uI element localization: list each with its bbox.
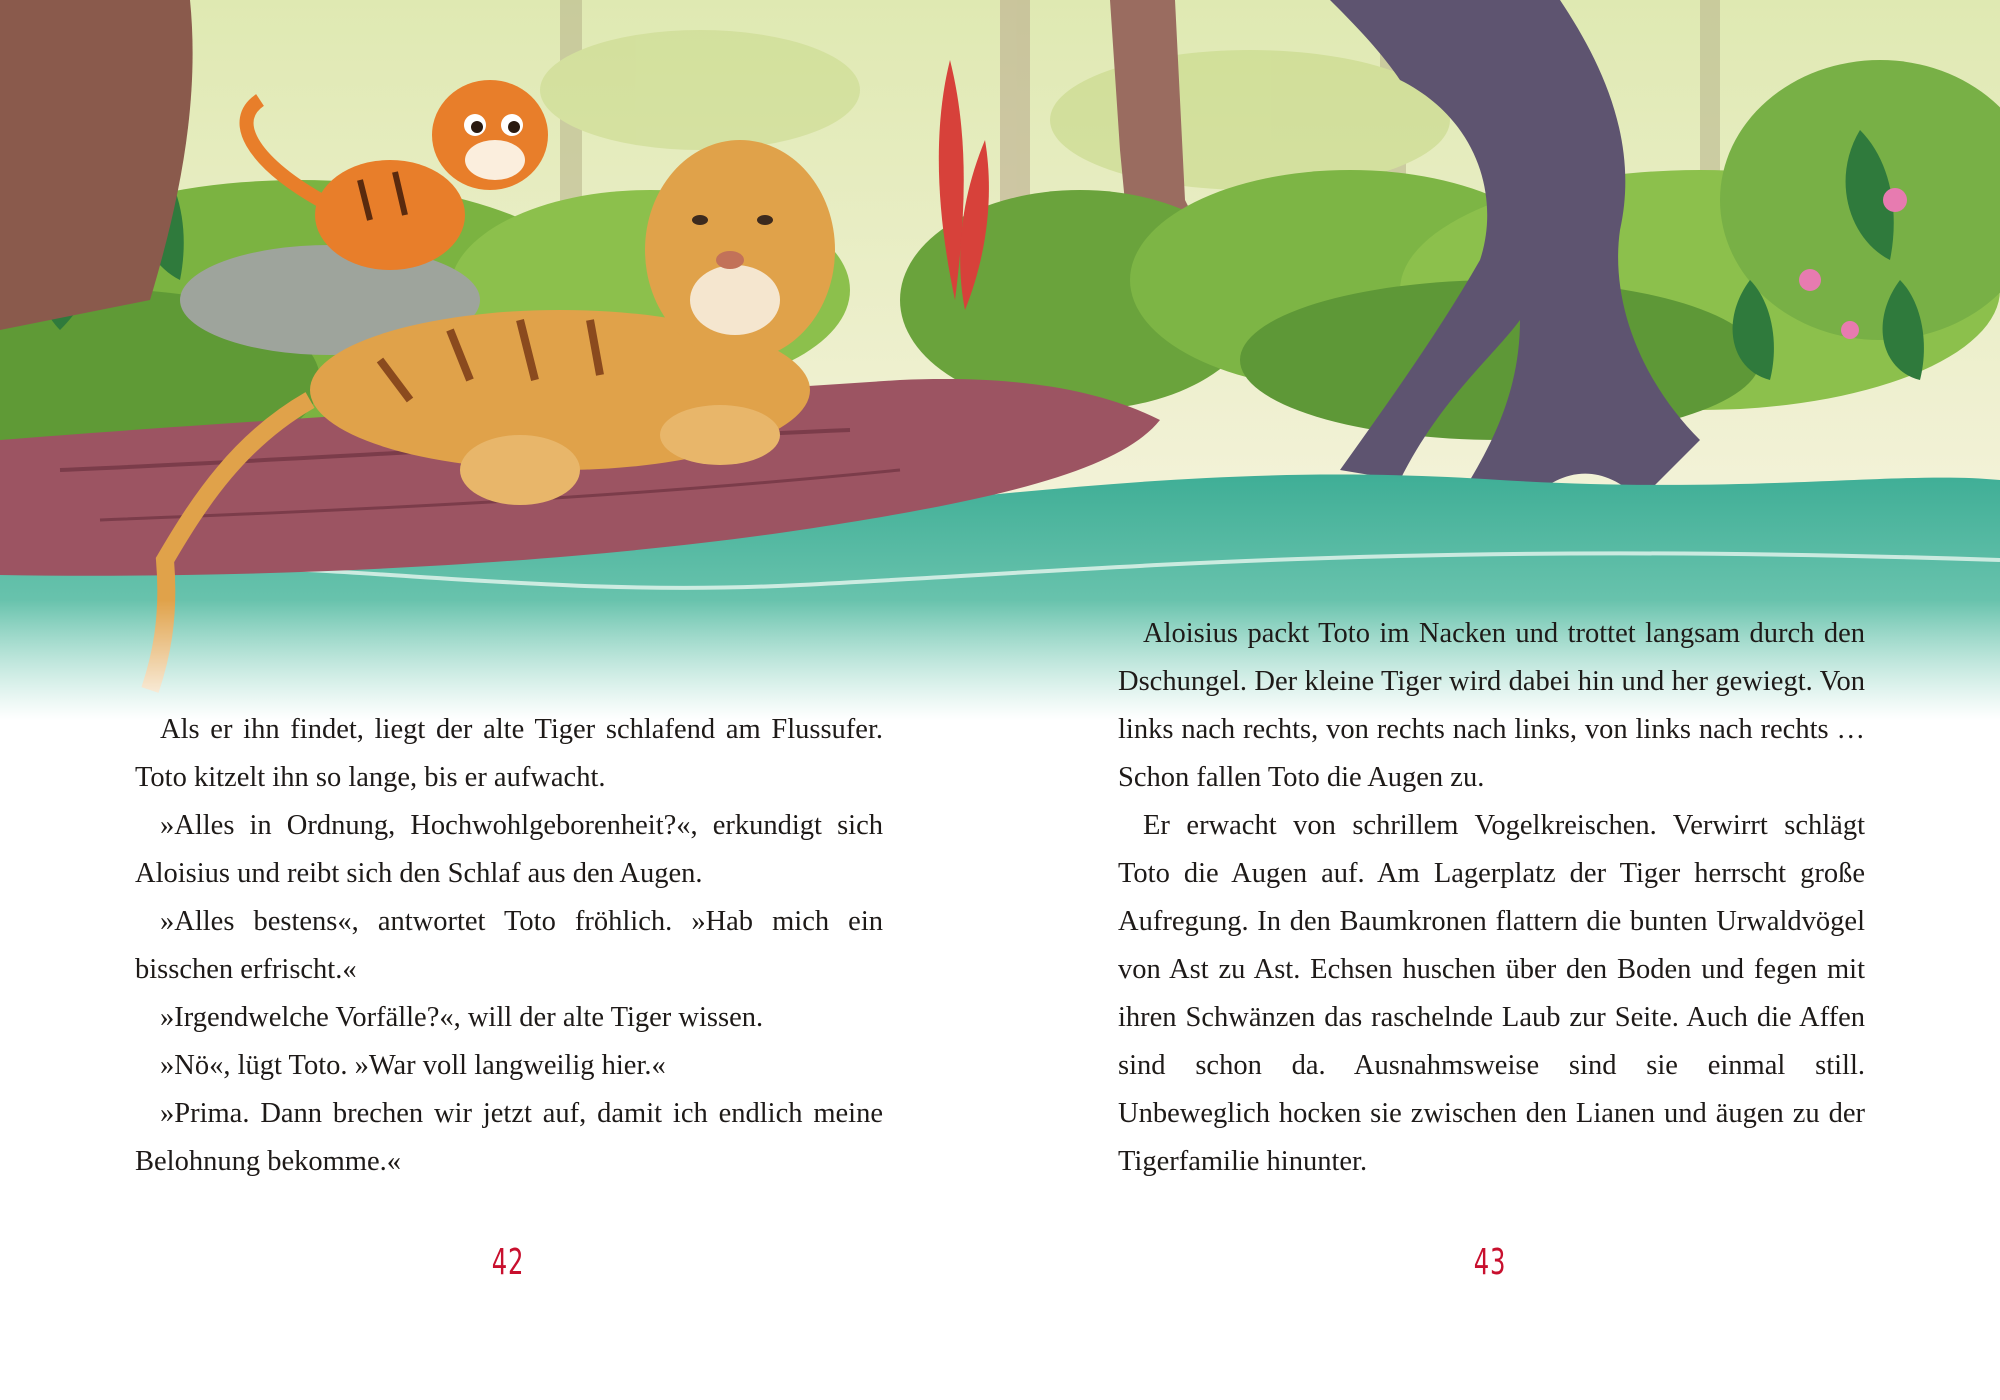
- paragraph: »Alles bestens«, antwortet Toto fröhlich. »Hab mich ein bisschen erfrischt.«: [135, 906, 883, 985]
- paragraph: »Nö«, lügt Toto. »War voll langweilig hier.«: [160, 1050, 666, 1081]
- paragraph: Als er ihn findet, liegt der alte Tiger schlafend am Flussufer. Toto kitzelt ihn so lange, bis er aufwacht.: [135, 714, 883, 793]
- left-page-text: [135, 706, 883, 1186]
- paragraph: »Irgendwelche Vorfälle?«, will der alte Tiger wissen.: [160, 1002, 764, 1033]
- paragraph: »Prima. Dann brechen wir jetzt auf, damit ich endlich meine Belohnung bekomme.«: [135, 1098, 883, 1177]
- page-number-left: 42: [491, 1242, 525, 1283]
- paragraph: »Alles in Ordnung, Hochwohlgeborenheit?«, erkundigt sich Aloisius und reibt sich den Schlaf aus den Augen.: [135, 810, 883, 889]
- right-page-text: [1118, 610, 1865, 1186]
- paragraph: Aloisius packt Toto im Nacken und trottet langsam durch den Dschungel. Der kleine Tiger wird dabei hin und her gewiegt. Von links nach rechts, von rechts nach links, von links nach rechts … Schon fallen Toto die Augen zu.: [1118, 618, 1865, 793]
- page-number-right: 43: [1473, 1242, 1507, 1283]
- paragraph: Er erwacht von schrillem Vogelkreischen. Verwirrt schlägt Toto die Augen auf. Am Lagerplatz der Tiger herrscht große Aufregung. In den Baumkronen flattern die bunten Urwaldvögel von Ast zu Ast. Echsen huschen über den Boden und fegen mit ihren Schwänzen das raschelnde Laub zur Seite. Auch die Affen sind schon da. Ausnahmsweise sind sie einmal still. Unbeweglich hocken sie zwischen den Lianen und äugen zu der Tigerfamilie hinunter.: [1118, 810, 1865, 1177]
